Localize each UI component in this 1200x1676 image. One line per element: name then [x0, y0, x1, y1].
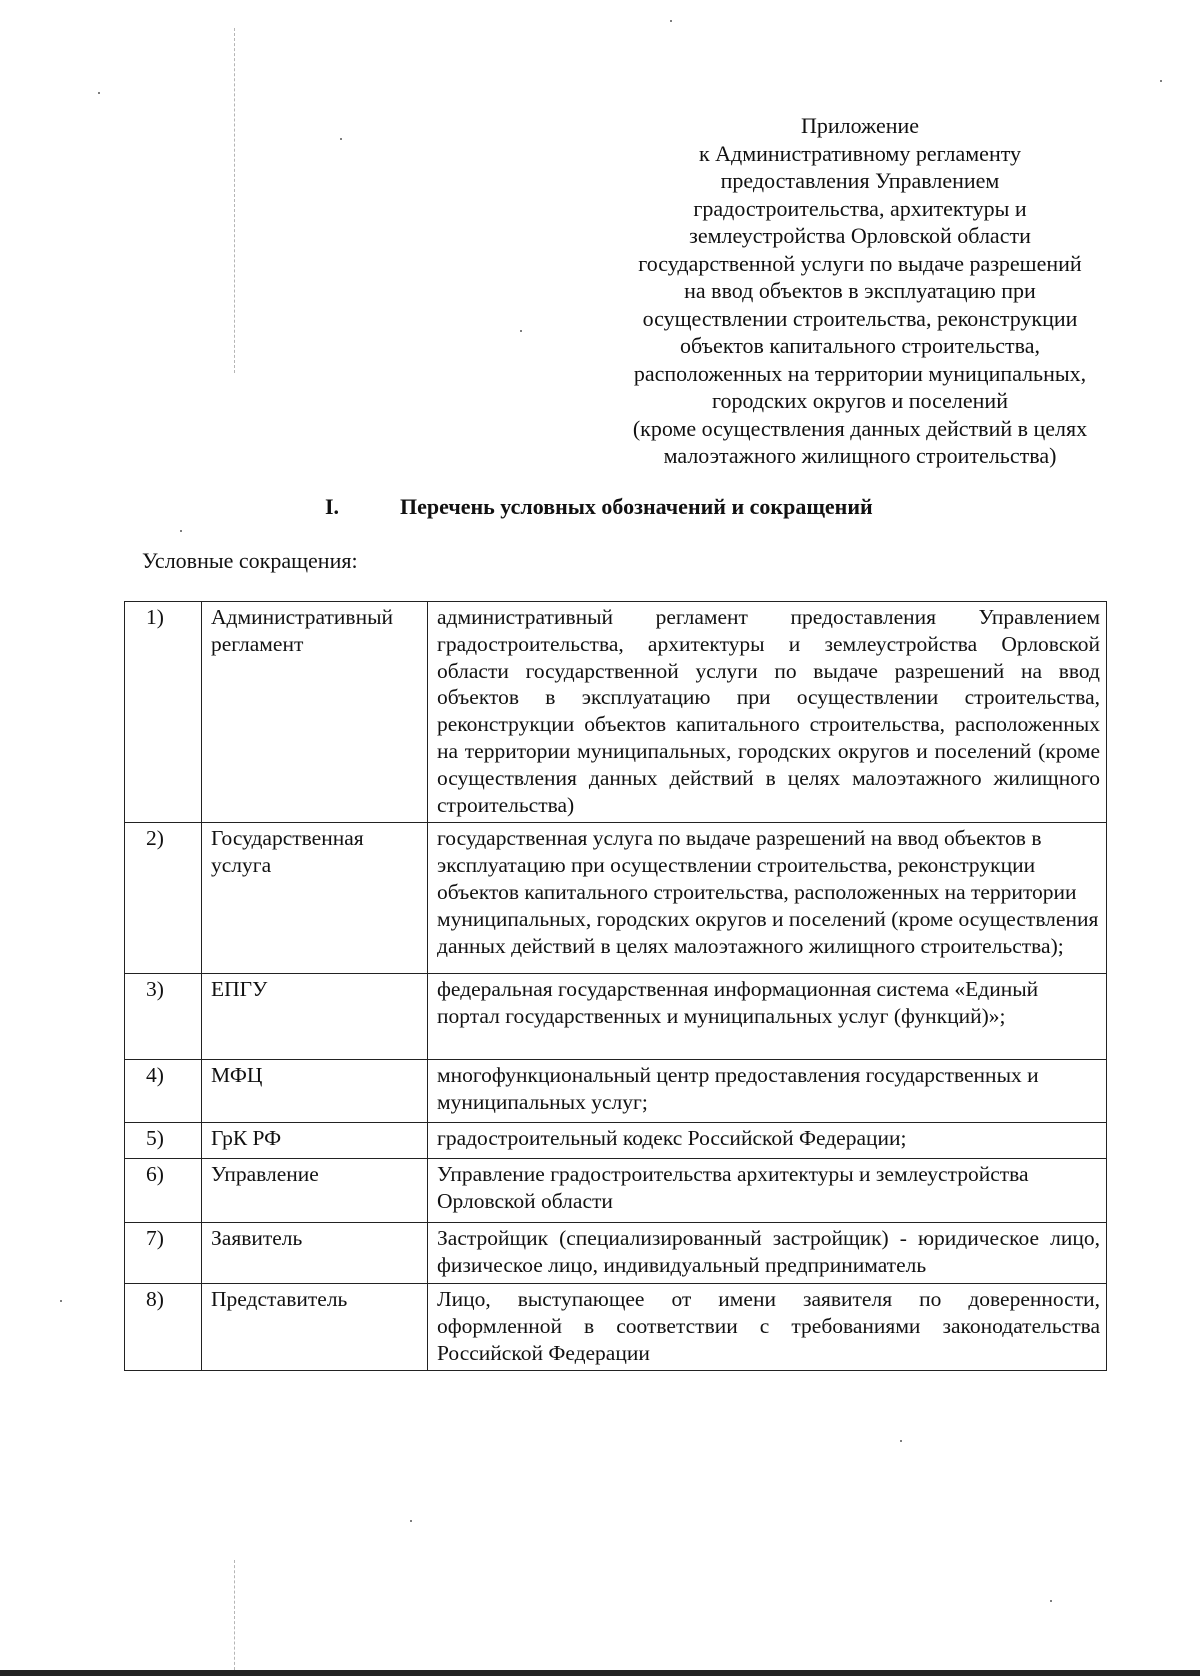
scan-speck	[1050, 1600, 1052, 1602]
row-number: 2)	[125, 823, 202, 974]
scan-speck	[520, 330, 522, 332]
abbreviations-label: Условные сокращения:	[142, 548, 358, 573]
appendix-line: малоэтажного жилищного строительства)	[663, 443, 1057, 468]
row-definition: Управление градостроительства архитектуры и землеустройства Орловской области	[428, 1159, 1107, 1223]
row-term: ЕПГУ	[202, 974, 428, 1060]
appendix-line: землеустройства Орловской области	[689, 223, 1031, 248]
table-row	[125, 1123, 1107, 1159]
row-definition: градостроительный кодекс Российской Федерации;	[428, 1123, 1107, 1159]
table-row	[125, 1159, 1107, 1223]
table-row	[125, 823, 1107, 974]
row-definition: многофункциональный центр предоставления государственных и муниципальных услуг;	[428, 1060, 1107, 1123]
scan-speck	[98, 92, 100, 94]
abbreviations-table	[124, 601, 1107, 1371]
scan-margin-line	[234, 28, 235, 373]
row-number: 4)	[125, 1060, 202, 1123]
row-term: ГрК РФ	[202, 1123, 428, 1159]
row-term: Представитель	[202, 1283, 428, 1370]
scan-speck	[60, 1300, 62, 1302]
appendix-line: на ввод объектов в эксплуатацию при	[684, 278, 1036, 303]
appendix-line: к Административному регламенту	[698, 140, 1022, 166]
row-definition: государственная услуга по выдаче разрешений на ввод объектов в эксплуатацию при осуществлении строительства, реконструкции объектов капитального строительства, расположенных на территории муниципальных, городских округов и поселений (кроме осуществления данных действий в целях малоэтажного жилищного строительства);	[428, 823, 1107, 974]
appendix-line: градостроительства, архитектуры и	[693, 195, 1027, 221]
scan-margin-line	[234, 1560, 235, 1670]
row-term: Административный регламент	[202, 602, 428, 823]
row-definition: Застройщик (специализированный застройщик) - юридическое лицо, физическое лицо, индивидуальный предприниматель	[428, 1223, 1107, 1284]
table-row	[125, 1223, 1107, 1284]
row-number: 7)	[125, 1223, 202, 1284]
scan-speck	[1160, 80, 1162, 82]
row-number: 1)	[125, 602, 202, 823]
appendix-header	[600, 112, 1120, 470]
appendix-line: расположенных на территории муниципальных,	[633, 360, 1087, 386]
row-term: Управление	[202, 1159, 428, 1223]
section-heading	[325, 494, 945, 520]
table-row	[125, 1283, 1107, 1370]
row-number: 3)	[125, 974, 202, 1060]
appendix-line: городских округов и поселений	[712, 388, 1008, 413]
scan-speck	[410, 1520, 412, 1522]
appendix-line: государственной услуги по выдаче разрешений	[638, 250, 1082, 276]
row-definition: федеральная государственная информационная система «Единый портал государственных и муниципальных услуг (функций)»;	[428, 974, 1107, 1060]
table-row	[125, 1060, 1107, 1123]
row-number: 6)	[125, 1159, 202, 1223]
appendix-line: осуществлении строительства, реконструкции	[642, 305, 1078, 331]
row-definition: административный регламент предоставления Управлением градостроительства, архитектуры и землеустройства Орловской области государственной услуги по выдаче разрешений на ввод объектов в эксплуатацию при осуществлении строительства, реконструкции объектов капитального строительства, расположенных на территории муниципальных, городских округов и поселений (кроме осуществления данных действий в целях малоэтажного жилищного строительства)	[428, 602, 1107, 823]
section-title: Перечень условных обозначений и сокращений	[400, 494, 873, 519]
row-definition: Лицо, выступающее от имени заявителя по доверенности, оформленной в соответствии с требованиями законодательства Российской Федерации	[428, 1283, 1107, 1370]
table-row	[125, 974, 1107, 1060]
row-number: 8)	[125, 1283, 202, 1370]
row-term: МФЦ	[202, 1060, 428, 1123]
appendix-line: предоставления Управлением	[720, 168, 1000, 193]
section-number: I.	[325, 494, 340, 519]
scan-speck	[340, 138, 342, 140]
row-number: 5)	[125, 1123, 202, 1159]
row-term: Заявитель	[202, 1223, 428, 1284]
row-term: Государственная услуга	[202, 823, 428, 974]
appendix-line: объектов капитального строительства,	[680, 333, 1040, 358]
scan-speck	[900, 1440, 902, 1442]
scan-speck	[670, 20, 672, 22]
scan-speck	[180, 530, 182, 532]
scan-bottom-edge	[0, 1670, 1200, 1676]
appendix-line: Приложение	[800, 113, 920, 138]
table-row	[125, 602, 1107, 823]
appendix-line: (кроме осуществления данных действий в целях	[632, 415, 1088, 441]
